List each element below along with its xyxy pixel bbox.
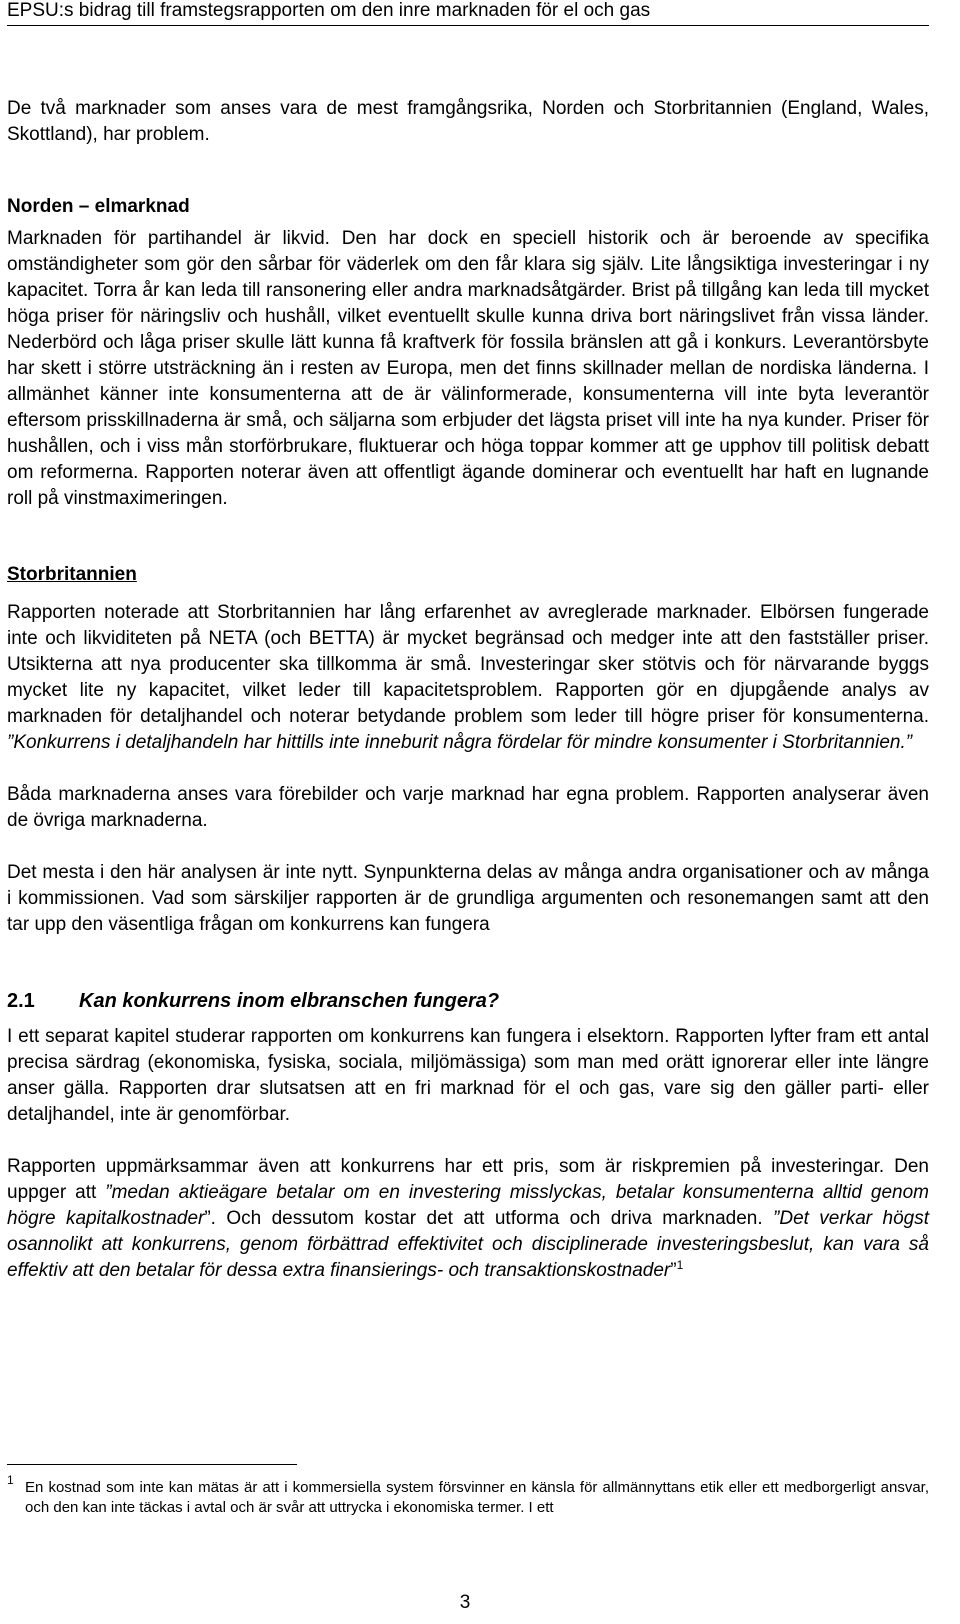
section-p2-quote-2: ”Det verkar högst osannolikt att konkurrens, genom förbättrad effektivitet och disciplinerade investeringsbeslut, kan vara så effektiv att den betalar för dessa extra finansierings- och transaktionskostnader (7, 1208, 929, 1281)
section-heading (7, 988, 929, 1014)
footnote-number: 1 (7, 1473, 14, 1487)
summary-paragraph-2: Det mesta i den här analysen är inte nytt. Synpunkterna delas av många andra organisationer och av många i kommissionen. Vad som särskiljer rapporten är de grundliga argumenten och resonemangen samt att den tar upp den väsentliga frågan om konkurrens kan fungera (7, 862, 929, 935)
footnote-separator (7, 1464, 297, 1465)
uk-heading: Storbritannien (7, 564, 137, 585)
section-p2-text-b: ”. Och dessutom kostar det att utforma och driva marknaden. (204, 1208, 774, 1229)
summary-paragraph-1: Båda marknaderna anses vara förebilder och varje marknad har egna problem. Rapporten analyserar även de övriga marknaderna. (7, 784, 929, 831)
norden-paragraph: Marknaden för partihandel är likvid. Den har dock en speciell historik och är beroende av specifika omständigheter som gör den sårbar för väderlek om den får klara sig själv. Lite långsiktiga investeringar i ny kapacitet. Torra år kan leda till ransonering eller andra marknadsåtgärder. Brist på tillgång kan leda till mycket höga priser för näringsliv och hushåll, vilket eventuellt skulle kunna driva bort näringslivet från vissa länder. Nederbörd och låga priser skulle lätt kunna få kraftverk för fossila bränslen att gå i konkurs. Leverantörsbyte har skett i större utsträckning än i resten av Europa, men det finns skillnader mellan de nordiska länderna. I allmänhet känner inte konsumenterna att de är välinformerade, konsumenterna vill inte byta leverantör eftersom prisskillnaderna är små, och säljarna som erbjuder det lägsta priset vill inte ha nya kunder. Priser för hushållen, och i viss mån storförbrukare, fluktuerar och höga toppar kommer att ge upphov till politisk debatt om reformerna. Rapporten noterar även att offentligt ägande dominerar och eventuellt har haft en lugnande roll på vinstmaximeringen. (7, 228, 929, 509)
section-paragraph-1: I ett separat kapitel studerar rapporten om konkurrens kan fungera i elsektorn. Rapporten lyfter fram ett antal precisa särdrag (ekonomiska, fysiska, sociala, miljömässiga) som man med orätt ignorerar eller inte längre anser gälla. Rapporten drar slutsatsen att en fri marknad för el och gas, vare sig den gäller parti- eller detaljhandel, inte är genomförbar. (7, 1026, 929, 1125)
section-p2-quote-1: ”medan aktieägare betalar om en investering misslyckas, betalar konsumenterna alltid genom högre kapitalkostnader (7, 1182, 930, 1229)
section-p2-text-c: ” (670, 1260, 677, 1281)
section-p2-text-a: Rapporten uppmärksammar även att konkurrens har ett pris, som är riskpremien på investeringar. Den uppger att (7, 1156, 929, 1203)
intro-paragraph: De två marknader som anses vara de mest framgångsrika, Norden och Storbritannien (England, Wales, Skottland), har problem. (7, 98, 929, 145)
uk-paragraph (7, 600, 929, 756)
page-number: 3 (459, 1592, 471, 1613)
document-page (7, 0, 929, 1284)
norden-heading: Norden – elmarknad (7, 196, 190, 217)
section-title: Kan konkurrens inom elbranschen fungera? (79, 990, 500, 1012)
footnote-text: En kostnad som inte kan mätas är att i kommersiella system försvinner en känsla för allmännyttans etik eller ett medborgerligt ansvar, och den kan inte täckas i avtal och är svår att uttrycka i ekonomiska termer. I ett (25, 1479, 929, 1516)
running-header: EPSU:s bidrag till framstegsrapporten om den inre marknaden för el och gas (7, 0, 929, 26)
uk-quote: ”Konkurrens i detaljhandeln har hittills inte inneburit några fördelar för mindre konsumenter i Storbritannien.” (7, 732, 913, 753)
footnote-reference[interactable]: 1 (676, 1258, 684, 1272)
section-paragraph-2 (7, 1154, 929, 1284)
section-number: 2.1 (7, 990, 35, 1012)
uk-paragraph-text: Rapporten noterade att Storbritannien har lång erfarenhet av avreglerade marknader. Elbörsen fungerade inte och likviditeten på NETA (och BETTA) är mycket begränsad och medger inte att den fastställer priser. Utsikterna att nya producenter ska tillkomma är små. Investeringar sker stötvis och för närvarande byggs mycket lite ny kapacitet, vilket leder till kapacitetsproblem. Rapporten gör en djupgående analys av marknaden för detaljhandel och noterar betydande problem som leder till högre priser för konsumenterna. (7, 602, 929, 727)
footnote (7, 1473, 929, 1518)
